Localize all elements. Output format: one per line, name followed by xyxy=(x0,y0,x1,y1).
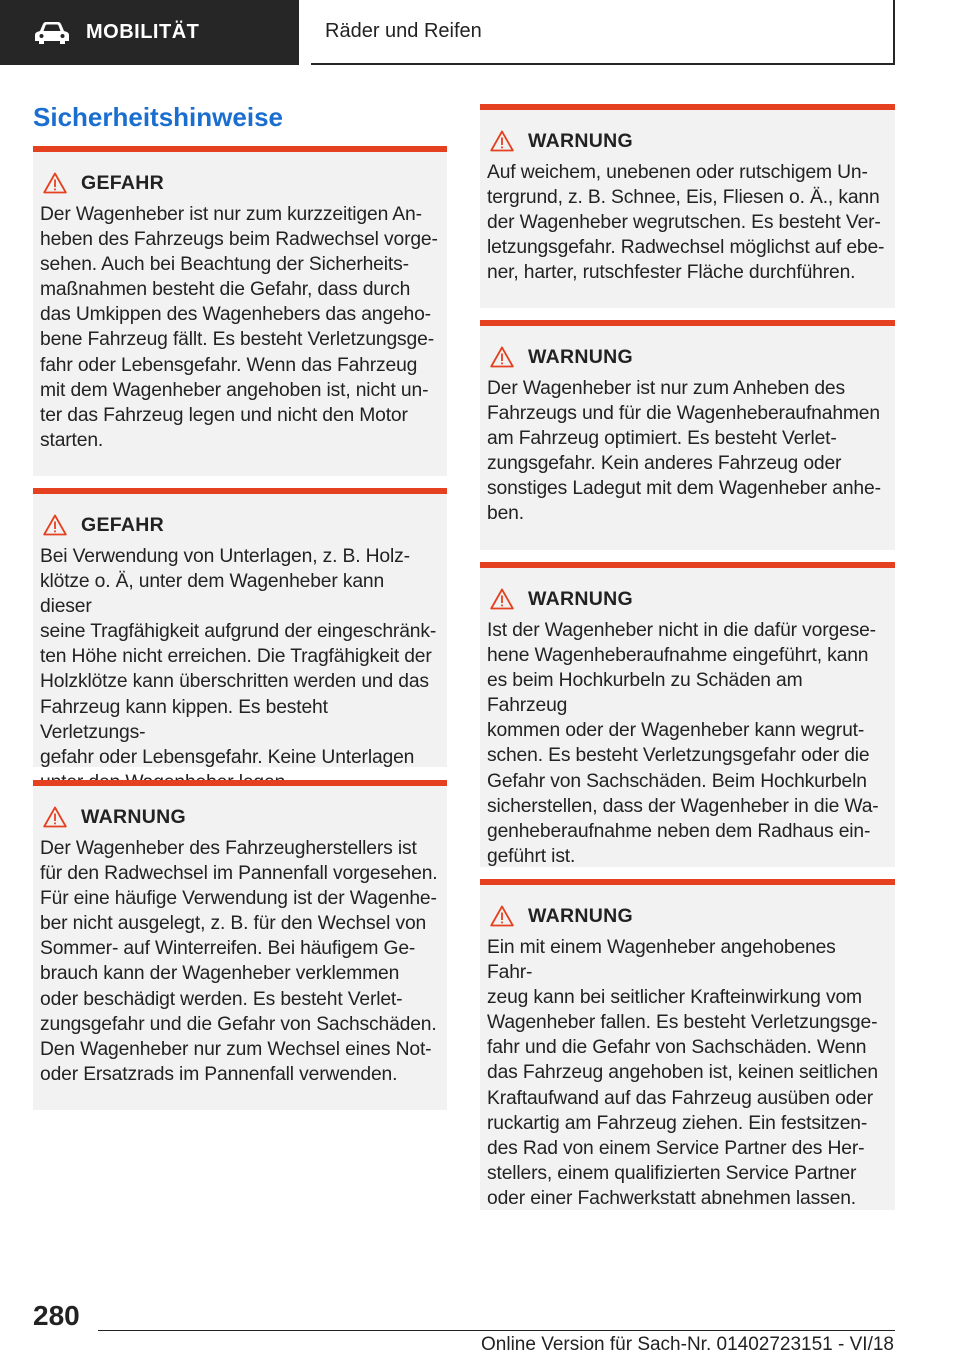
warning-triangle-icon xyxy=(43,806,67,828)
notice-heading: GEFAHR xyxy=(81,171,165,194)
notice-heading: WARNUNG xyxy=(81,805,187,828)
notice-box-warning-2 xyxy=(480,104,895,308)
car-icon xyxy=(34,21,70,45)
warning-triangle-icon xyxy=(490,588,514,610)
warning-triangle-icon xyxy=(43,172,67,194)
section-label: MOBILITÄT xyxy=(86,21,200,43)
notice-heading: WARNUNG xyxy=(528,129,634,152)
notice-box-warning-4 xyxy=(480,562,895,867)
section-tab[interactable] xyxy=(0,0,299,65)
chapter-label: Räder und Reifen xyxy=(325,20,482,42)
warning-triangle-icon xyxy=(490,905,514,927)
footer-version-text: Online Version für Sach-Nr. 01402723151 - VI/18 xyxy=(481,1334,894,1355)
warning-triangle-icon xyxy=(490,346,514,368)
notice-box-warning-5 xyxy=(480,879,895,1210)
notice-heading: WARNUNG xyxy=(528,904,634,927)
notice-box-warning-3 xyxy=(480,320,895,550)
notice-box-danger-1 xyxy=(33,146,447,476)
warning-triangle-icon xyxy=(490,130,514,152)
page-number: 280 xyxy=(33,1300,80,1331)
notice-text: Der Wagenheber ist nur zum kurzzeitigen An‐ heben des Fahrzeugs beim Radwechsel vorge‐ sehen. Auch bei Beachtung der Sicherheits‐ maßnahmen besteht die Gefahr, dass durch das Umkippen des Wagenhebers das angeho‐ bene Fahrzeug fällt. Es besteht Verletzungsge‐ fahr oder Lebensgefahr. Wenn das Fahrzeug mit dem Wagenheber angehoben ist, nicht un‐ ter das Fahrzeug legen und nicht den Motor starten. xyxy=(40,204,438,451)
notice-text: Der Wagenheber ist nur zum Anheben des Fahrzeugs und für die Wagenheberaufnahmen am Fahrzeug optimiert. Es besteht Verlet‐ zungsgefahr. Kein anderes Fahrzeug oder sonstiges Ladegut mit dem Wagenheber anhe‐ ben. xyxy=(487,378,881,525)
notice-text: Ist der Wagenheber nicht in die dafür vorgese‐ hene Wagenheberaufnahme eingeführt, kann es beim Hochkurbeln zu Schäden am Fahrzeug kommen oder der Wagenheber kann wegrut‐ schen. Es besteht Verletzungsgefahr oder die Gefahr von Sachschäden. Beim Hochkurbeln sicherstellen, dass der Wagenheber in die Wa‐ genheberaufnahme neben dem Radhaus ein‐ geführt ist. xyxy=(487,620,879,867)
chapter-tab[interactable] xyxy=(311,0,895,65)
notice-text: Bei Verwendung von Unterlagen, z. B. Holz‐ klötze o. Ä, unter dem Wagenheber kann dieser seine Tragfähigkeit aufgrund der eingeschränk‐ ten Höhe nicht erreichen. Die Tragfähigkeit der Holzklötze kann überschritten werden und das Fahrzeug kann kippen. Es besteht Verletzungs‐ gefahr oder Lebensgefahr. Keine Unterlagen xyxy=(40,546,437,768)
notice-box-warning-1 xyxy=(33,780,447,1110)
notice-heading: WARNUNG xyxy=(528,587,634,610)
notice-text: Auf weichem, unebenen oder rutschigem Un‐ tergrund, z. B. Schnee, Eis, Fliesen o. Ä., kann der Wagenheber wegrutschen. Es besteht Ver‐ letzungsgefahr. Radwechsel möglichst auf ebe‐ ner, harter, rutschfester Fläche durchführen. xyxy=(487,162,885,284)
notice-box-danger-2 xyxy=(33,488,447,767)
notice-heading: WARNUNG xyxy=(528,345,634,368)
notice-text: Der Wagenheber des Fahrzeugherstellers ist für den Radwechsel im Pannenfall vorgesehen. Für eine häufige Verwendung ist der Wagenhe‐ ber nicht ausgelegt, z. B. für den Wechsel von Sommer- auf Winterreifen. Bei häufigem Ge‐ brauch kann der Wagenheber verklemmen oder beschädigt werden. Es besteht Verlet‐ zungsgefahr und die Gefahr von Sachschäden. Den Wagenheber nur zum Wechsel eines Not- oder Ersatzrads im Pannenfall verwenden. xyxy=(40,838,438,1085)
notice-heading: GEFAHR xyxy=(81,513,165,536)
page-title: Sicherheitshinweise xyxy=(33,102,283,132)
footer-divider xyxy=(98,1330,895,1331)
warning-triangle-icon xyxy=(43,514,67,536)
notice-text: Ein mit einem Wagenheber angehobenes Fahr‐ zeug kann bei seitlicher Krafteinwirkung vom Wagenheber fallen. Es besteht Verletzungsge‐ fahr und die Gefahr von Sachschäden. Wenn das Fahrzeug angehoben ist, keinen seitlichen Kraftaufwand auf das Fahrzeug ausüben oder ruckartig am Fahrzeug ziehen. Ein festsitzen‐ des Rad von einem Service Partner des Her‐ stellers, einem qualifizierten Service Partner oder einer Fachwerkstatt abnehmen lassen. xyxy=(487,937,878,1209)
